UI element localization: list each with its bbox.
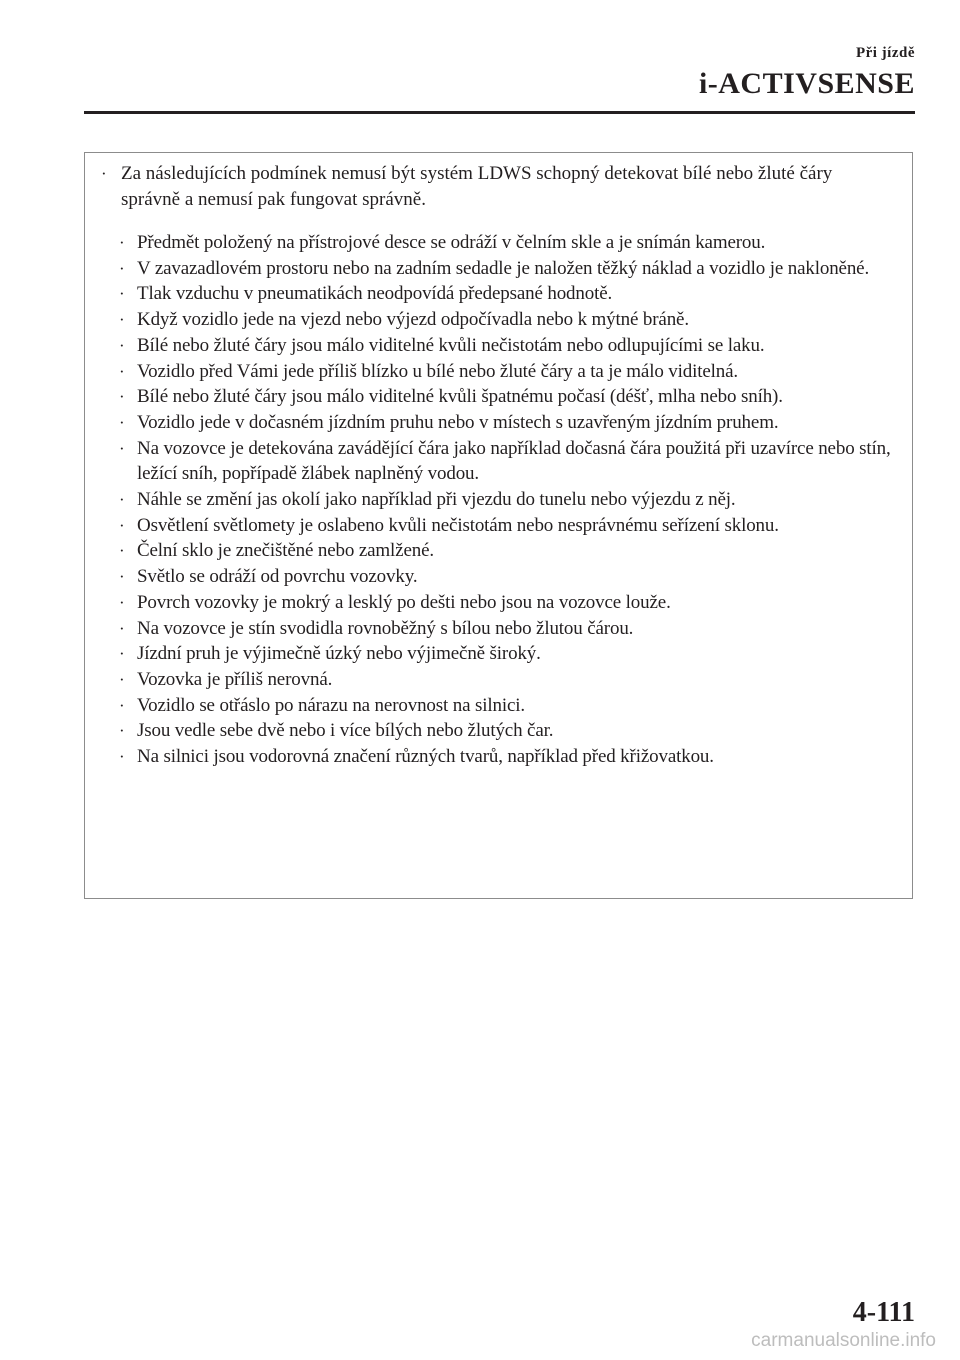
bullet-icon: · (119, 310, 125, 330)
bullet-icon: · (119, 669, 125, 689)
bullet-icon: · (119, 412, 125, 432)
notice-box (84, 152, 913, 899)
list-item: · V zavazadlovém prostoru nebo na zadním sedadle je naložen těžký náklad a vozidlo je nakloněné. (119, 256, 909, 282)
bullet-icon: · (119, 387, 125, 407)
list-item: · Bílé nebo žluté čáry jsou málo viditelné kvůli špatnému počasí (déšť, mlha nebo sníh). (119, 384, 909, 410)
list-item: · Na vozovce je stín svodidla rovnoběžný s bílou nebo žlutou čárou. (119, 616, 909, 642)
bullet-icon: · (119, 258, 125, 278)
bullet-icon: · (119, 361, 125, 381)
bullet-icon: · (119, 592, 125, 612)
list-item: · Vozidlo jede v dočasném jízdním pruhu nebo v místech s uzavřeným jízdním pruhem. (119, 410, 909, 436)
bullet-icon: · (119, 618, 125, 638)
list-item: · Na vozovce je detekována zavádějící čára jako například dočasná čára použitá při uzavírce nebo stín, ležící sníh, popřípadě žlábek naplněný vodou. (119, 437, 891, 485)
list-item: · Tlak vzduchu v pneumatikách neodpovídá předepsané hodnotě. (119, 281, 909, 307)
bullet-icon: · (101, 164, 107, 183)
bullet-icon: · (119, 490, 125, 510)
list-item: · Když vozidlo jede na vjezd nebo výjezd odpočívadla nebo k mýtné bráně. (119, 307, 909, 333)
list-item: · Náhle se změní jas okolí jako například při vjezdu do tunelu nebo výjezdu z něj. (119, 487, 909, 513)
bullet-icon: · (119, 515, 125, 535)
notice-lead-text: Za následujících podmínek nemusí být systém LDWS schopný detekovat bílé nebo žluté čáry správně a nemusí pak fungovat správně. (121, 163, 833, 210)
list-item: · Osvětlení světlomety je oslabeno kvůli nečistotám nebo nesprávnému seřízení sklonu. (119, 513, 909, 539)
bullet-icon: · (119, 644, 125, 664)
notice-lead (101, 161, 891, 213)
section-title: Při jízdě (855, 45, 915, 61)
bullet-icon: · (119, 335, 125, 355)
bullet-icon: · (119, 438, 125, 458)
bullet-icon: · (119, 567, 125, 587)
bullet-icon: · (119, 721, 125, 741)
watermark: carmanualsonline.info (751, 1330, 936, 1351)
list-item: · Čelní sklo je znečištěné nebo zamlžené. (119, 538, 909, 564)
list-item: · Vozidlo se otřáslo po nárazu na nerovnost na silnici. (119, 693, 909, 719)
list-item: · Bílé nebo žluté čáry jsou málo viditelné kvůli nečistotám nebo odlupujícími se laku. (119, 333, 909, 359)
chapter-title: i-ACTIVSENSE (698, 67, 915, 100)
condition-list (119, 230, 909, 770)
bullet-icon: · (119, 541, 125, 561)
list-item: · Předmět položený na přístrojové desce se odráží v čelním skle a je snímán kamerou. (119, 230, 909, 256)
list-item: · Na silnici jsou vodorovná značení různých tvarů, například před křižovatkou. (119, 744, 909, 770)
list-item: · Jsou vedle sebe dvě nebo i více bílých nebo žlutých čar. (119, 718, 909, 744)
list-item: · Povrch vozovky je mokrý a lesklý po dešti nebo jsou na vozovce louže. (119, 590, 909, 616)
list-item: · Vozovka je příliš nerovná. (119, 667, 909, 693)
page-header (699, 44, 915, 100)
list-item: · Vozidlo před Vámi jede příliš blízko u bílé nebo žluté čáry a ta je málo viditelná. (119, 359, 909, 385)
bullet-icon: · (119, 284, 125, 304)
bullet-icon: · (119, 747, 125, 767)
bullet-icon: · (119, 695, 125, 715)
list-item: · Jízdní pruh je výjimečně úzký nebo výjimečně široký. (119, 641, 909, 667)
page-number: 4-111 (852, 1297, 915, 1328)
header-rule (84, 111, 915, 114)
bullet-icon: · (119, 233, 125, 252)
list-item: · Světlo se odráží od povrchu vozovky. (119, 564, 909, 590)
